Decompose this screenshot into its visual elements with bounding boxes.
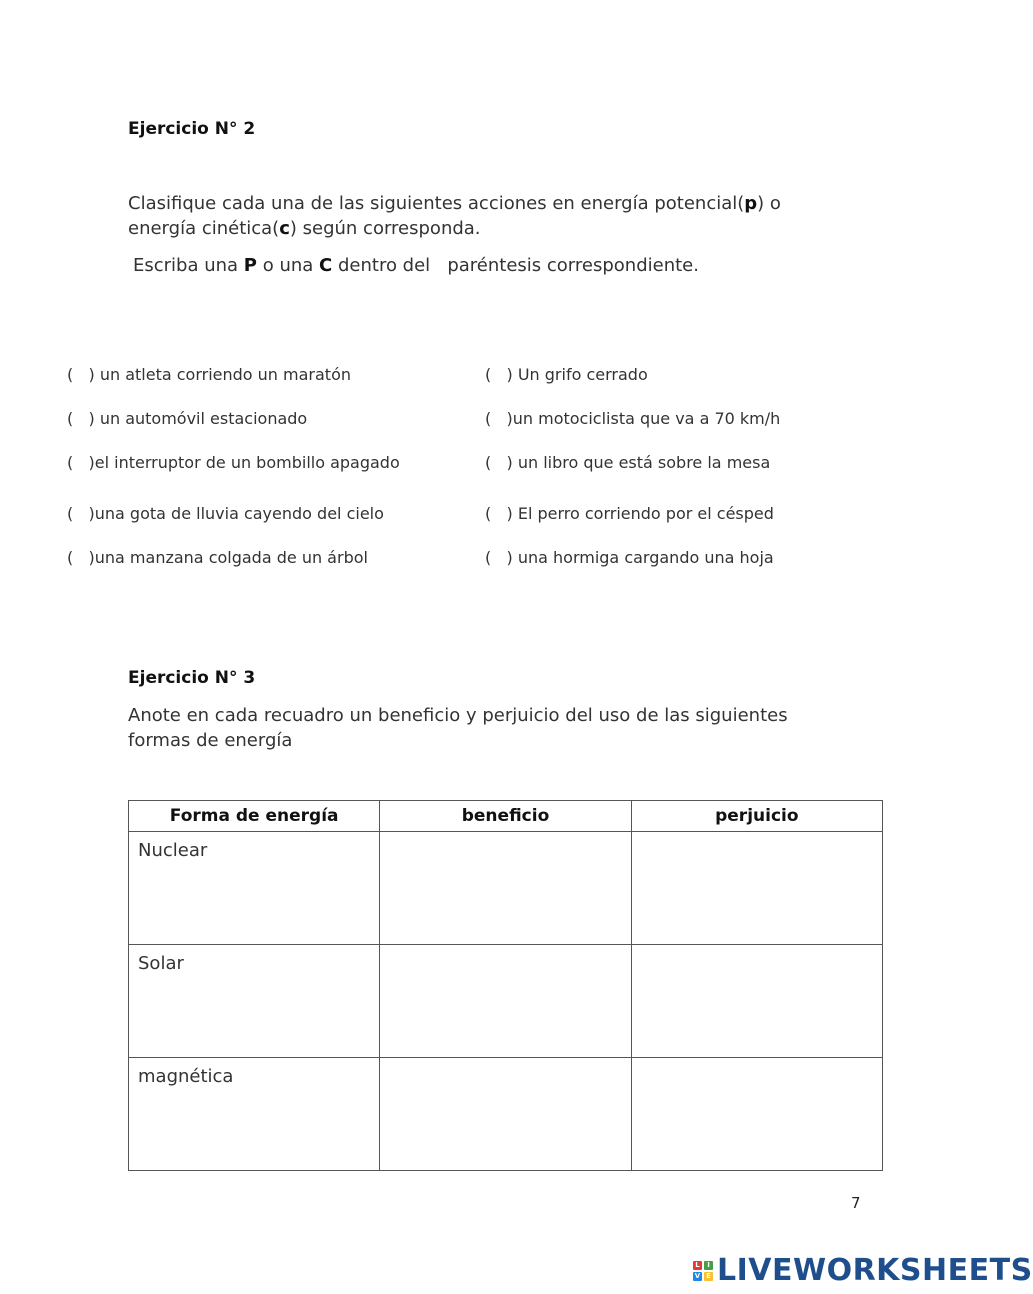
item-text: una gota de lluvia cayendo del cielo <box>94 504 384 523</box>
exercise-3-instruction <box>128 703 858 753</box>
energy-form-cell: Solar <box>129 945 380 1058</box>
item-text: el interruptor de un bombillo apagado <box>94 453 400 472</box>
instruction-text: energía cinética( <box>128 218 280 239</box>
item-text: un atleta corriendo un maratón <box>94 365 351 384</box>
beneficio-input-cell[interactable] <box>380 945 631 1058</box>
classify-item-right-5[interactable] <box>485 548 774 567</box>
classify-item-right-3[interactable] <box>485 453 770 472</box>
header-forma-de-energia: Forma de energía <box>129 801 380 832</box>
answer-parenthesis[interactable]: ( ) <box>67 453 95 472</box>
logo-square: I <box>704 1261 713 1270</box>
answer-parenthesis[interactable]: ( ) <box>485 365 513 384</box>
exercise-2-instruction-2 <box>133 253 699 278</box>
item-text: Un grifo cerrado <box>512 365 648 384</box>
item-text: un libro que está sobre la mesa <box>512 453 771 472</box>
instruction-text: ) según corresponda. <box>289 218 481 239</box>
classify-item-right-4[interactable] <box>485 504 774 523</box>
logo-square: E <box>704 1272 713 1281</box>
header-beneficio: beneficio <box>380 801 631 832</box>
instruction-text: Anote en cada recuadro un beneficio y perjuicio del uso de las siguientes <box>128 705 788 726</box>
beneficio-input-cell[interactable] <box>380 832 631 945</box>
table-header-row <box>129 801 883 832</box>
instruction-text: Clasifique cada una de las siguientes acciones en energía potencial( <box>128 193 745 214</box>
answer-parenthesis[interactable]: ( ) <box>67 548 95 567</box>
table-row <box>129 945 883 1058</box>
answer-parenthesis[interactable]: ( ) <box>485 504 513 523</box>
instruction-text: o una <box>257 255 320 276</box>
page-number: 7 <box>851 1194 861 1212</box>
exercise-2-title: Ejercicio N° 2 <box>128 119 256 139</box>
instruction-text: Escriba una <box>133 255 244 276</box>
item-text: una hormiga cargando una hoja <box>512 548 774 567</box>
brand-name: LIVEWORKSHEETS <box>717 1253 1033 1288</box>
instruction-text: ) o <box>757 193 781 214</box>
instruction-bold-P: P <box>243 255 257 276</box>
logo-square: L <box>693 1261 702 1270</box>
energy-forms-table <box>128 800 883 1171</box>
classify-item-right-1[interactable] <box>485 365 648 384</box>
energy-form-cell: Nuclear <box>129 832 380 945</box>
perjuicio-input-cell[interactable] <box>631 1058 882 1171</box>
instruction-bold-c: c <box>279 218 290 239</box>
energy-form-cell: magnética <box>129 1058 380 1171</box>
logo-mark-icon <box>693 1261 713 1281</box>
instruction-text: formas de energía <box>128 730 293 751</box>
header-perjuicio: perjuicio <box>631 801 882 832</box>
classify-item-right-2[interactable] <box>485 409 780 428</box>
table-row <box>129 832 883 945</box>
answer-parenthesis[interactable]: ( ) <box>485 548 513 567</box>
exercise-3-title: Ejercicio N° 3 <box>128 668 256 688</box>
answer-parenthesis[interactable]: ( ) <box>485 409 513 428</box>
perjuicio-input-cell[interactable] <box>631 945 882 1058</box>
item-text: El perro corriendo por el césped <box>512 504 774 523</box>
beneficio-input-cell[interactable] <box>380 1058 631 1171</box>
exercise-2-instruction-1 <box>128 191 848 241</box>
answer-parenthesis[interactable]: ( ) <box>67 504 95 523</box>
instruction-bold-p: p <box>744 193 758 214</box>
table-row <box>129 1058 883 1171</box>
item-text: un automóvil estacionado <box>94 409 308 428</box>
instruction-bold-C: C <box>319 255 333 276</box>
instruction-text: dentro del paréntesis correspondiente. <box>332 255 699 276</box>
logo-square: V <box>694 1271 701 1280</box>
perjuicio-input-cell[interactable] <box>631 832 882 945</box>
answer-parenthesis[interactable]: ( ) <box>67 409 95 428</box>
answer-parenthesis[interactable]: ( ) <box>67 365 95 384</box>
answer-parenthesis[interactable]: ( ) <box>485 453 513 472</box>
classify-item-left-4[interactable] <box>67 504 384 523</box>
classify-item-left-1[interactable] <box>67 365 351 384</box>
classify-item-left-5[interactable] <box>67 548 368 567</box>
item-text: un motociclista que va a 70 km/h <box>512 409 781 428</box>
classify-item-left-2[interactable] <box>67 409 307 428</box>
classify-item-left-3[interactable] <box>67 453 400 472</box>
item-text: una manzana colgada de un árbol <box>94 548 368 567</box>
liveworksheets-logo <box>693 1253 1033 1288</box>
